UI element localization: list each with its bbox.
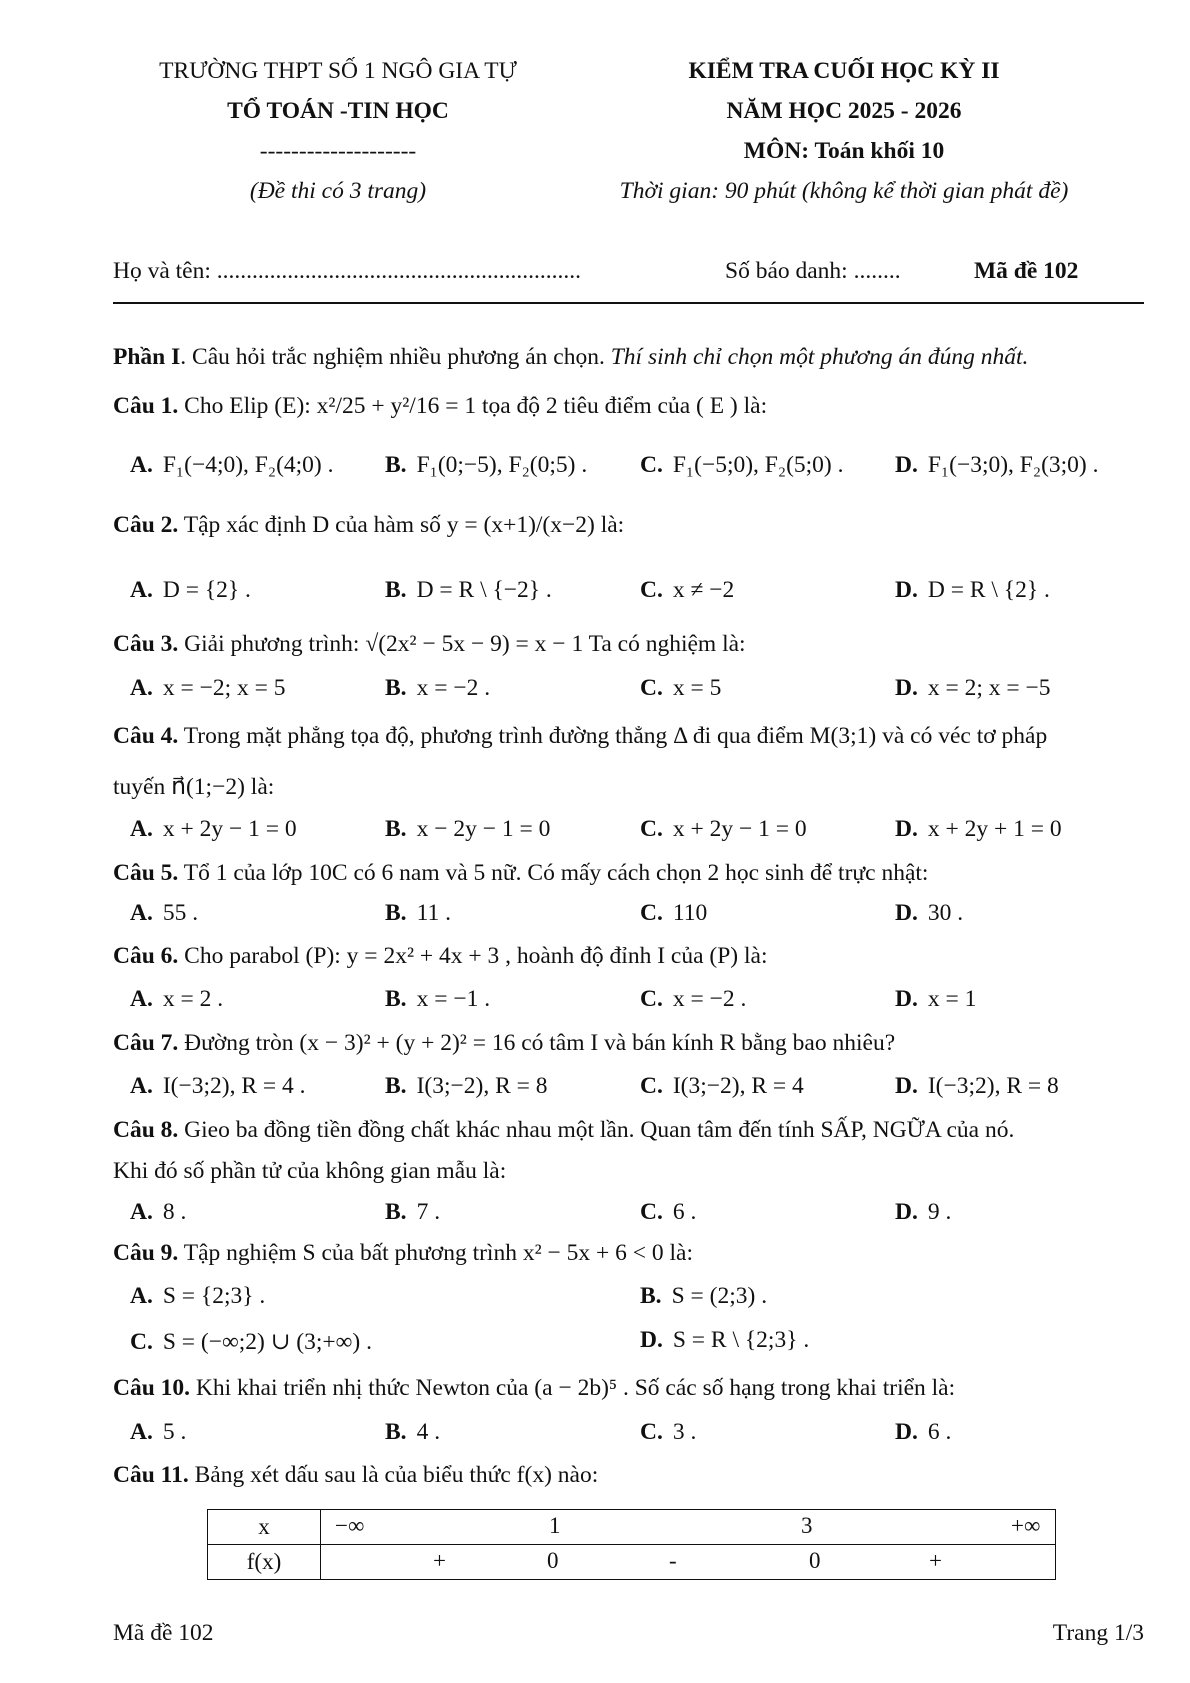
option-letter: A. xyxy=(130,1073,153,1099)
sign-table-fx-values xyxy=(321,1545,1056,1580)
pages-note: (Đề thi có 3 trang) xyxy=(249,178,427,204)
option-text: x + 2y + 1 = 0 xyxy=(927,816,1062,842)
option-letter: C. xyxy=(640,816,663,842)
q10-option-b xyxy=(385,1419,440,1446)
option-text: 7 . xyxy=(416,1199,441,1225)
option-text: F₁(0;−5), F₂(0;5) . xyxy=(416,452,588,478)
q4-option-c xyxy=(640,816,807,843)
option-text: I(3;−2), R = 8 xyxy=(416,1073,548,1099)
option-letter: D. xyxy=(895,452,918,478)
sign-table-x-values xyxy=(321,1510,1056,1545)
student-name-field: Họ và tên: .............................................................. xyxy=(113,258,582,284)
option-text: x = 2; x = −5 xyxy=(927,675,1051,701)
question-3 xyxy=(113,631,746,658)
option-text: x ≠ −2 xyxy=(672,577,735,603)
option-text: 9 . xyxy=(927,1199,952,1225)
question-text: Gieo ba đồng tiền đồng chất khác nhau một lần. Quan tâm đến tính SẤP, NGỮA của nó. xyxy=(184,1117,1015,1143)
question-6 xyxy=(113,943,767,970)
question-5 xyxy=(113,860,928,887)
x-value-pos-inf: +∞ xyxy=(1011,1513,1041,1538)
q8-option-a xyxy=(130,1199,186,1226)
option-text: F₁(−3;0), F₂(3;0) . xyxy=(927,452,1099,478)
q8-option-d xyxy=(895,1199,951,1226)
q7-option-d xyxy=(895,1073,1059,1100)
option-text: F₁(−4;0), F₂(4;0) . xyxy=(162,452,334,478)
q5-option-c xyxy=(640,900,707,927)
school-name: TRƯỜNG THPT SỐ 1 NGÔ GIA TỰ xyxy=(159,58,517,84)
q9-option-b xyxy=(640,1283,767,1310)
q10-option-d xyxy=(895,1419,951,1446)
option-letter: D. xyxy=(640,1327,663,1353)
option-letter: C. xyxy=(640,900,663,926)
fx-sign-3: + xyxy=(929,1548,942,1573)
question-label: Câu 2. xyxy=(113,512,179,538)
q3-option-c xyxy=(640,675,721,702)
option-letter: B. xyxy=(385,900,407,926)
option-text: x − 2y − 1 = 0 xyxy=(416,816,551,842)
option-text: x + 2y − 1 = 0 xyxy=(162,816,297,842)
option-text: I(−3;2), R = 8 xyxy=(927,1073,1059,1099)
option-letter: D. xyxy=(895,1419,918,1445)
q9-option-a xyxy=(130,1283,265,1310)
option-letter: B. xyxy=(385,1419,407,1445)
footer-exam-code: Mã đề 102 xyxy=(113,1620,214,1646)
q7-option-a xyxy=(130,1073,306,1100)
option-letter: A. xyxy=(130,1199,153,1225)
option-letter: B. xyxy=(640,1283,662,1309)
q9-option-c xyxy=(130,1327,372,1356)
option-letter: D. xyxy=(895,1073,918,1099)
q10-option-a xyxy=(130,1419,186,1446)
option-text: S = {2;3} . xyxy=(162,1283,266,1309)
question-text: Trong mặt phẳng tọa độ, phương trình đường thẳng Δ đi qua điểm M(3;1) và có véc tơ pháp xyxy=(183,723,1048,749)
q2-option-d xyxy=(895,577,1050,604)
option-letter: B. xyxy=(385,1199,407,1225)
question-2 xyxy=(113,512,624,539)
option-letter: A. xyxy=(130,452,153,478)
option-letter: C. xyxy=(640,577,663,603)
option-text: 5 . xyxy=(162,1419,187,1445)
sign-table-x-label: x xyxy=(208,1510,321,1545)
q3-option-b xyxy=(385,675,490,702)
q2-option-b xyxy=(385,577,552,604)
question-text: Khi khai triển nhị thức Newton của (a − 2b)⁵ . Số các số hạng trong khai triển là: xyxy=(195,1375,956,1401)
q2-option-c xyxy=(640,577,734,604)
option-letter: A. xyxy=(130,577,153,603)
exam-code: Mã đề 102 xyxy=(974,258,1079,284)
part1-title: Phần I xyxy=(113,344,181,370)
q3-option-a xyxy=(130,675,286,702)
option-letter: C. xyxy=(640,986,663,1012)
sign-table-row-fx xyxy=(208,1545,1056,1580)
option-letter: C. xyxy=(640,1199,663,1225)
question-8 xyxy=(113,1117,1014,1144)
q1-option-d xyxy=(895,452,1099,479)
option-letter: B. xyxy=(385,452,407,478)
part1-text: . Câu hỏi trắc nghiệm nhiều phương án chọn. xyxy=(180,344,611,370)
exam-duration: Thời gian: 90 phút (không kể thời gian phát đề) xyxy=(619,178,1069,204)
footer-page-number: Trang 1/3 xyxy=(1052,1620,1144,1646)
q8-option-c xyxy=(640,1199,696,1226)
question-label: Câu 10. xyxy=(113,1375,191,1401)
question-label: Câu 6. xyxy=(113,943,179,969)
question-10 xyxy=(113,1375,955,1402)
option-text: 4 . xyxy=(416,1419,441,1445)
question-4 xyxy=(113,723,1047,750)
option-text: 6 . xyxy=(672,1199,697,1225)
option-letter: D. xyxy=(895,1199,918,1225)
q6-option-a xyxy=(130,986,223,1013)
question-text: Đường tròn (x − 3)² + (y + 2)² = 16 có tâm I và bán kính R bằng bao nhiêu? xyxy=(184,1030,896,1056)
option-text: x = 2 . xyxy=(162,986,224,1012)
q9-option-d xyxy=(640,1327,809,1354)
option-letter: C. xyxy=(640,1419,663,1445)
q8-option-b xyxy=(385,1199,440,1226)
question-label: Câu 3. xyxy=(113,631,179,657)
q4-option-d xyxy=(895,816,1062,843)
option-letter: B. xyxy=(385,675,407,701)
option-text: x = −2; x = 5 xyxy=(162,675,286,701)
question-text: Tập xác định D của hàm số y = (x+1)/(x−2) là: xyxy=(183,512,625,538)
option-letter: B. xyxy=(385,1073,407,1099)
question-text: Cho Elip (E): x²/25 + y²/16 = 1 tọa độ 2 tiêu điểm của ( E ) là: xyxy=(184,393,768,419)
q4-option-a xyxy=(130,816,297,843)
option-letter: A. xyxy=(130,986,153,1012)
question-7 xyxy=(113,1030,895,1057)
option-text: S = R \ {2;3} . xyxy=(672,1327,810,1353)
option-letter: A. xyxy=(130,1419,153,1445)
subject: MÔN: Toán khối 10 xyxy=(743,138,945,164)
q1-option-c xyxy=(640,452,844,479)
option-text: 3 . xyxy=(672,1419,697,1445)
option-letter: B. xyxy=(385,986,407,1012)
option-text: S = (−∞;2) ∪ (3;+∞) . xyxy=(162,1329,372,1355)
option-text: x = −1 . xyxy=(416,986,491,1012)
option-letter: D. xyxy=(895,816,918,842)
q4-option-b xyxy=(385,816,550,843)
question-text: Cho parabol (P): y = 2x² + 4x + 3 , hoành độ đỉnh I của (P) là: xyxy=(184,943,768,969)
option-letter: D. xyxy=(895,986,918,1012)
question-8-continued: Khi đó số phần tử của không gian mẫu là: xyxy=(113,1158,507,1184)
option-text: S = (2;3) . xyxy=(671,1283,768,1309)
option-text: 8 . xyxy=(162,1199,187,1225)
option-letter: A. xyxy=(130,1283,153,1309)
school-year: NĂM HỌC 2025 - 2026 xyxy=(726,98,962,124)
option-letter: C. xyxy=(640,452,663,478)
option-letter: A. xyxy=(130,675,153,701)
question-text: Bảng xét dấu sau là của biểu thức f(x) nào: xyxy=(194,1462,599,1488)
option-letter: B. xyxy=(385,816,407,842)
q5-option-a xyxy=(130,900,198,927)
question-text: Tổ 1 của lớp 10C có 6 nam và 5 nữ. Có mấy cách chọn 2 học sinh để trực nhật: xyxy=(183,860,929,886)
question-label: Câu 9. xyxy=(113,1240,179,1266)
option-text: x = −2 . xyxy=(416,675,491,701)
x-value-3: 3 xyxy=(801,1513,813,1538)
q6-option-d xyxy=(895,986,976,1013)
q1-option-b xyxy=(385,452,587,479)
option-letter: D. xyxy=(895,675,918,701)
q6-option-b xyxy=(385,986,490,1013)
q5-option-d xyxy=(895,900,963,927)
option-text: I(3;−2), R = 4 xyxy=(672,1073,804,1099)
x-value-1: 1 xyxy=(549,1513,561,1538)
option-text: F₁(−5;0), F₂(5;0) . xyxy=(672,452,844,478)
question-text: Giải phương trình: √(2x² − 5x − 9) = x − 1 Ta có nghiệm là: xyxy=(184,631,746,657)
option-text: 11 . xyxy=(416,900,451,926)
department-name: TỔ TOÁN -TIN HỌC xyxy=(227,98,449,124)
option-text: D = R \ {−2} . xyxy=(416,577,552,603)
student-id-field: Số báo danh: ........ xyxy=(725,258,901,284)
question-label: Câu 1. xyxy=(113,393,179,419)
option-text: 55 . xyxy=(162,900,199,926)
option-text: x + 2y − 1 = 0 xyxy=(672,816,807,842)
q7-option-b xyxy=(385,1073,548,1100)
question-label: Câu 4. xyxy=(113,723,179,749)
option-text: 6 . xyxy=(927,1419,952,1445)
fx-zero-1: 0 xyxy=(547,1548,559,1573)
option-text: x = −2 . xyxy=(672,986,747,1012)
sign-table-fx-label: f(x) xyxy=(208,1545,321,1580)
q1-option-a xyxy=(130,452,334,479)
option-letter: A. xyxy=(130,816,153,842)
question-4-continued: tuyến n⃗(1;−2) là: xyxy=(113,774,275,800)
sign-table-row-x xyxy=(208,1510,1056,1545)
header-divider-dashes: -------------------- xyxy=(259,138,417,164)
fx-sign-2: - xyxy=(669,1548,677,1573)
question-label: Câu 8. xyxy=(113,1117,179,1143)
option-text: 30 . xyxy=(927,900,964,926)
q2-option-a xyxy=(130,577,251,604)
option-text: x = 1 xyxy=(927,986,977,1012)
x-value-neg-inf: −∞ xyxy=(335,1513,365,1538)
q5-option-b xyxy=(385,900,451,927)
fx-zero-2: 0 xyxy=(809,1548,821,1573)
option-letter: C. xyxy=(130,1329,153,1355)
question-label: Câu 5. xyxy=(113,860,179,886)
part1-heading xyxy=(113,344,1028,371)
fx-sign-1: + xyxy=(433,1548,446,1573)
option-letter: D. xyxy=(895,900,918,926)
part1-instruction: Thí sinh chỉ chọn một phương án đúng nhất. xyxy=(610,344,1029,370)
question-label: Câu 7. xyxy=(113,1030,179,1056)
option-text: I(−3;2), R = 4 . xyxy=(162,1073,306,1099)
question-label: Câu 11. xyxy=(113,1462,189,1488)
q7-option-c xyxy=(640,1073,804,1100)
q10-option-c xyxy=(640,1419,696,1446)
header-rule xyxy=(113,302,1144,304)
option-text: D = R \ {2} . xyxy=(927,577,1050,603)
exam-title: KIỂM TRA CUỐI HỌC KỲ II xyxy=(688,58,1000,84)
option-text: 110 xyxy=(672,900,708,926)
option-letter: C. xyxy=(640,675,663,701)
option-letter: A. xyxy=(130,900,153,926)
question-1 xyxy=(113,393,767,420)
option-letter: D. xyxy=(895,577,918,603)
option-letter: C. xyxy=(640,1073,663,1099)
sign-table xyxy=(207,1509,1056,1580)
q6-option-c xyxy=(640,986,746,1013)
question-11 xyxy=(113,1462,598,1489)
option-text: x = 5 xyxy=(672,675,722,701)
q3-option-d xyxy=(895,675,1051,702)
question-9 xyxy=(113,1240,693,1267)
question-text: Tập nghiệm S của bất phương trình x² − 5x + 6 < 0 là: xyxy=(183,1240,694,1266)
option-text: D = {2} . xyxy=(162,577,251,603)
option-letter: B. xyxy=(385,577,407,603)
